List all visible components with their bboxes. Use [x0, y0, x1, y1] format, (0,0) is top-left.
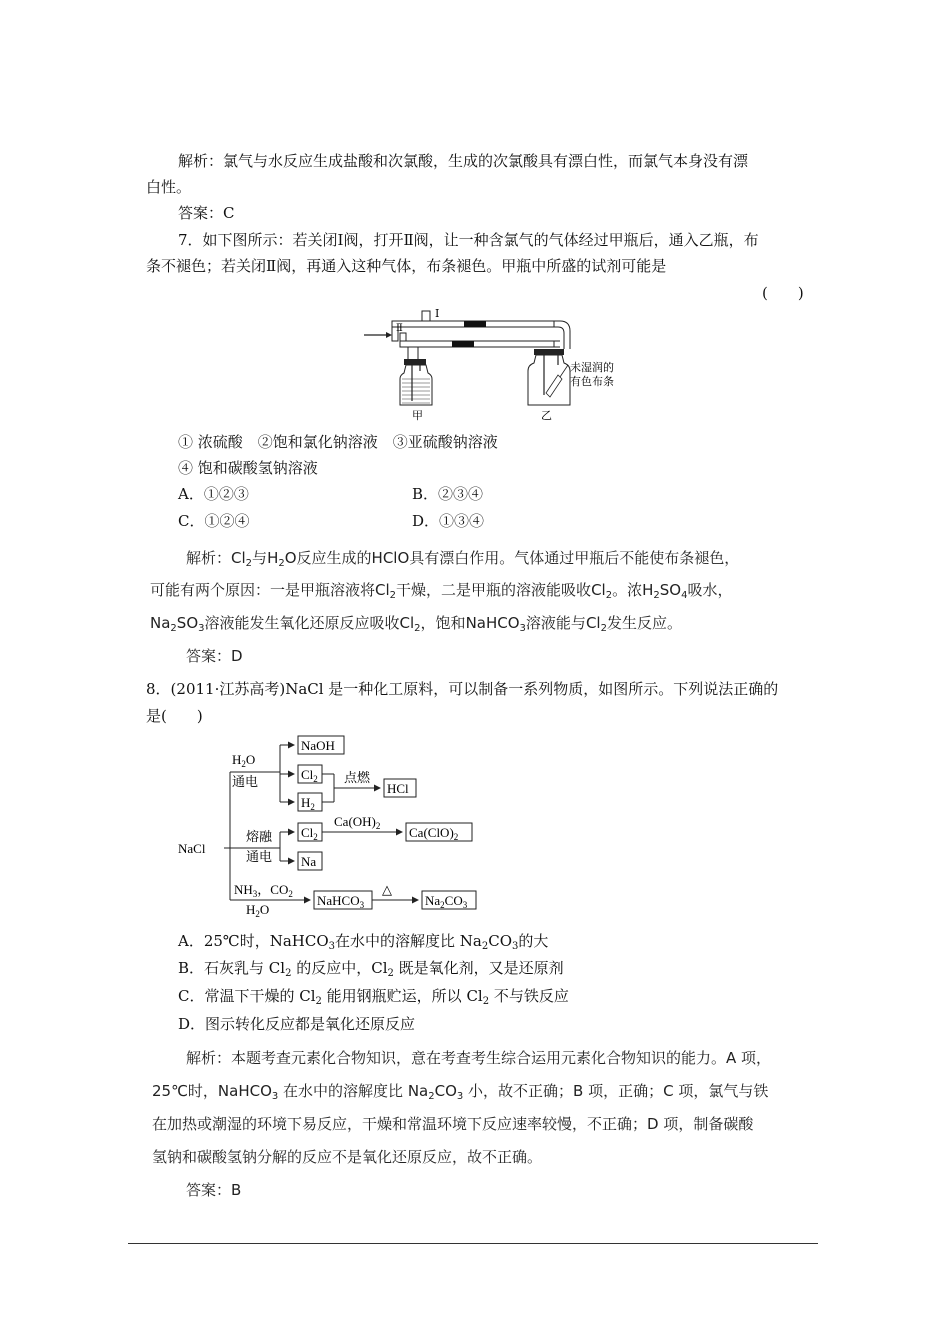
q7-option-d: D．①③④: [412, 512, 485, 530]
hcl-box: HCl: [387, 781, 409, 796]
bottle-yi-label: 乙: [541, 410, 552, 422]
q8-option-a: A．25℃时，NaHCO$_3$在水中的溶解度比 $Na_2CO_3$的大: [178, 932, 549, 952]
naoh-box: NaOH: [301, 738, 335, 753]
q8-stem-line1: 8．(2011·江苏高考)NaCl 是一种化工原料，可以制备一系列物质，如图所示。下列说法正确的: [146, 680, 779, 698]
q6-analysis-line2: 白性。: [146, 178, 192, 196]
nahco3-box: NaHCO$_3$: [317, 893, 365, 910]
q7-stem-line2: 条不褪色；若关闭Ⅱ阀，再通入这种气体，布条褪色。甲瓶中所盛的试剂可能是: [146, 257, 667, 275]
cond3-top: $NH_3$，$CO_2$: [234, 882, 293, 899]
q7-stem-line1: 7．如下图所示：若关闭Ⅰ阀，打开Ⅱ阀，让一种含氯气的气体经过甲瓶后，通入乙瓶，布: [178, 231, 759, 249]
q7-answer: 答案：D: [186, 647, 243, 665]
q8-analysis-line1: 解析：本题考查元素化合物知识，意在考查考生综合运用元素化合物知识的能力。A 项，: [186, 1049, 772, 1067]
q7-reagents-line2: ④ 饱和碳酸氢钠溶液: [178, 459, 318, 477]
cloth-label-line1: 未湿润的: [570, 362, 614, 374]
cond3-bottom: $H_2O$: [246, 902, 270, 919]
q7-reagents-line1: ① 浓硫酸 ②饱和氯化钠溶液 ③亚硫酸钠溶液: [178, 433, 498, 451]
q8-analysis-line2: 25℃时，NaHCO$_3$ 在水中的溶解度比 $Na_2CO_3$ 小，故不正确；B 项，正确；C 项，氯气与铁: [152, 1082, 769, 1102]
ignite-label: 点燃: [344, 770, 371, 785]
q8-option-d: D．图示转化反应都是氧化还原反应: [178, 1015, 416, 1033]
q7-option-b: B．②③④: [412, 485, 484, 503]
nacl-source: NaCl: [178, 841, 206, 856]
q8-nacl-flow-diagram: [170, 730, 490, 924]
valve-2-clamp: [452, 341, 474, 347]
cond2-bottom: 通电: [246, 849, 273, 864]
cond2-top: 熔融: [246, 829, 273, 844]
q8-answer: 答案：B: [186, 1181, 242, 1199]
bottle-jia: [400, 347, 432, 405]
bottle-jia-label: 甲: [412, 410, 423, 422]
q8-option-c: C．常温下干燥的 $Cl_2$ 能用钢瓶贮运，所以 $Cl_2$ 不与铁反应: [178, 987, 569, 1007]
q7-analysis-line1: 解析：$Cl_2$与$H_2O$反应生成的HClO具有漂白作用。气体通过甲瓶后不能使布条褪色，: [186, 549, 740, 569]
cloth-label-line2: 有色布条: [570, 376, 614, 388]
lower-pipe: [400, 341, 554, 347]
q8-analysis-line4: 氢钠和碳酸氢钠分解的反应不是氧化还原反应，故不正确。: [152, 1148, 543, 1166]
h2-box: $H_2$: [301, 795, 315, 812]
valve-1-label: Ⅰ: [435, 308, 440, 320]
na2co3-box: $Na_2CO_3$: [425, 893, 468, 910]
q7-apparatus-figure: [360, 305, 630, 425]
cond1-bottom: 通电: [232, 774, 259, 789]
q6-answer: 答案：C: [178, 204, 235, 222]
q8-option-b: B．石灰乳与 $Cl_2$ 的反应中，$Cl_2$ 既是氧化剂，又是还原剂: [178, 959, 564, 979]
caoh2-label: $Ca(OH)_2$: [334, 814, 381, 831]
q7-analysis-line3: $Na_2SO_3$溶液能发生氧化还原反应吸收$Cl_2$，饱和NaHCO$_3$溶液能与$Cl_2$发生反应。: [150, 614, 682, 634]
q7-option-c: C．①②④: [178, 512, 250, 530]
caclo2-box: $Ca(ClO)_2$: [409, 825, 459, 842]
valve-2-label: Ⅱ: [396, 323, 403, 334]
na-box: Na: [301, 854, 317, 869]
cl2-box-2: $Cl_2$: [301, 825, 318, 842]
heat-label: △: [382, 882, 392, 897]
q7-option-a: A．①②③: [178, 485, 249, 503]
valve-1-clamp: [464, 321, 486, 327]
cl2-box-1: $Cl_2$: [301, 767, 318, 784]
q7-answer-blank: ( ): [762, 284, 804, 302]
q8-analysis-line3: 在加热或潮湿的环境下易反应，干燥和常温环境下反应速率较慢，不正确；D 项，制备碳酸: [152, 1115, 754, 1133]
footer-divider: [128, 1243, 818, 1244]
q6-analysis-line1: 解析：氯气与水反应生成盐酸和次氯酸，生成的次氯酸具有漂白性，而氯气本身没有漂: [178, 152, 749, 170]
cond1-top: $H_2O$: [232, 752, 256, 769]
q8-stem-line2: 是( ): [146, 707, 203, 725]
q7-analysis-line2: 可能有两个原因：一是甲瓶溶液将$Cl_2$干燥，二是甲瓶的溶液能吸收$Cl_2$。浓$H_2SO_4$吸水，: [150, 581, 733, 601]
bottle-yi: [528, 349, 570, 405]
